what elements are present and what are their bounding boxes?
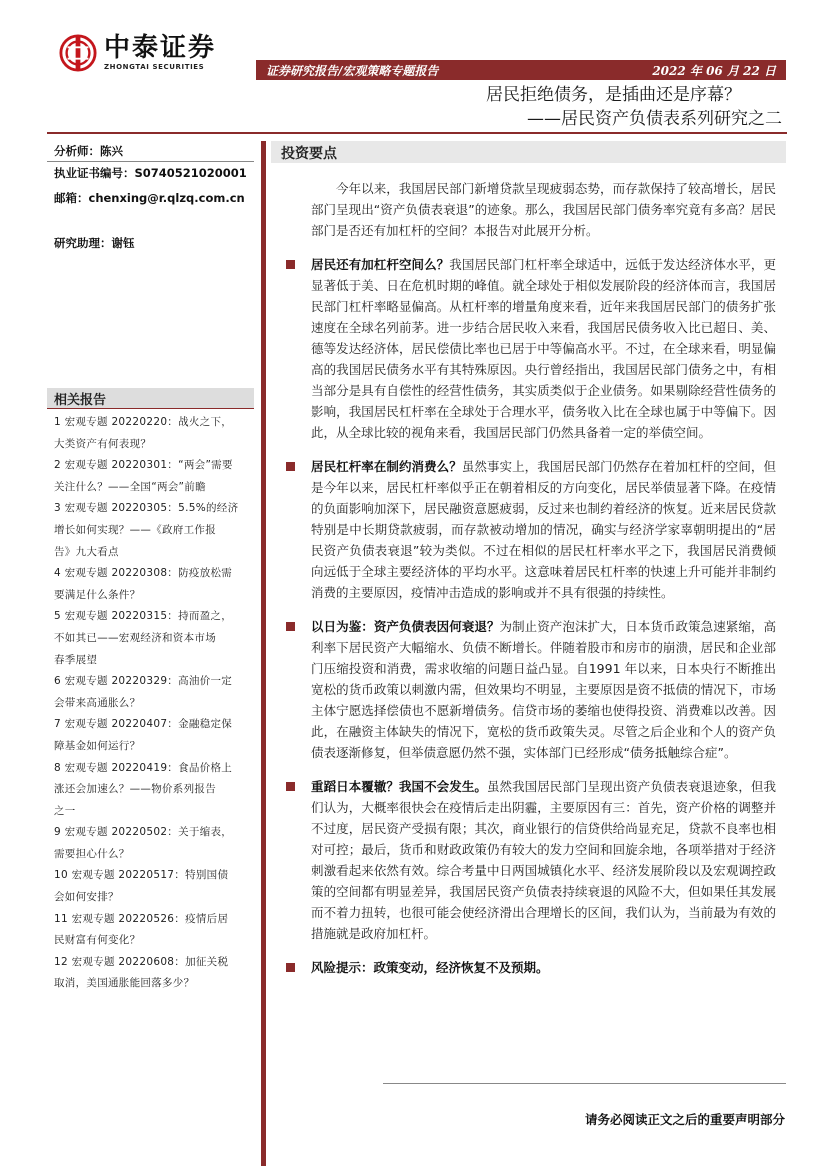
related-report-line[interactable]: 涨还会加速么？——物价系列报告 [54,783,216,796]
bullet-square-icon [286,260,295,269]
section-title: 投资要点 [281,146,337,162]
intro-paragraph: 今年以来，我国居民部门新增贷款呈现疲弱态势，而存款保持了较高增长，居民部门呈现出“资产负债表衰退”的迹象。那么，我国居民部门债务率究竟有多高？居民部门是否还有加杠杆的空间？本报告对此展开分析。 [311,181,776,238]
report-date: 2022 年 06 月 22 日 [652,64,776,78]
related-report-line[interactable]: 3 宏观专题 20220305：5.5%的经济 [54,502,239,515]
related-report-line[interactable]: 不如其已——宏观经济和资本市场 [54,631,216,644]
analyst-name: 分析师：陈兴 [54,144,123,158]
related-report-line[interactable]: 要满足什么条件？ [54,588,141,601]
bullet-square-icon [286,782,295,791]
related-report-line[interactable]: 4 宏观专题 20220308：防疫放松需 [54,567,233,580]
related-report-line[interactable]: 会带来高通胀么？ [54,696,141,709]
section-header [271,141,786,163]
report-title: 居民拒绝债务，是插曲还是序幕？ [486,85,741,105]
analyst-email[interactable]: 邮箱：chenxing@r.qlzq.com.cn [54,191,245,205]
footer-divider [383,1083,786,1084]
header-divider [47,132,787,134]
related-reports-title: 相关报告 [54,393,107,408]
related-report-line[interactable]: 需要担心什么？ [54,847,130,860]
sidebar-divider [47,161,254,162]
related-report-line[interactable]: 2 宏观专题 20220301：“两会”需要 [54,459,233,472]
disclaimer-note: 请务必阅读正文之后的重要声明部分 [584,1112,785,1127]
key-point [311,254,776,443]
key-point-text: 虽然我国居民部门呈现出资产负债表衰退迹象，但我们认为，大概率很快会在疫情后走出阴霾，主要原因有三：首先，资产价格的调整并不过度，居民资产受损有限；其次，商业银行的信贷供给尚显充足，贷款不良率也相对可控；最后，货币和财政政策仍有较大的发力空间和回旋余地，各项举措对于经济刺激看起来依然有效。综合考量中日两国城镇化水平、经济发展阶段以及宏观调控政策的空间都有明显差异，我国居民资产负债表持续衰退的风险不大，但如果任其发展而不着力扭转，也很可能会使经济滑出合理增长的区间，我们认为，当前最为有效的措施就是政府加杠杆。 [311,779,776,941]
key-point [311,616,776,763]
risk-warning-text: 风险提示：政策变动，经济恢复不及预期。 [311,960,549,975]
bullet-square-icon [286,462,295,471]
main-content [284,178,776,978]
company-name-cn: 中泰证券 [104,33,217,63]
related-reports-divider [47,408,254,409]
related-report-line[interactable]: 8 宏观专题 20220419：食品价格上 [54,761,233,774]
key-point-heading: 居民杠杆率在制约消费么？ [311,459,462,474]
related-report-line[interactable]: 10 宏观专题 20220517：特别国债 [54,869,229,882]
related-report-line[interactable]: 春季展望 [54,653,98,666]
related-report-line[interactable]: 1 宏观专题 20220220：战火之下， [54,416,233,428]
key-point-heading: 以日为鉴：资产负债表因何衰退？ [311,619,500,634]
related-report-line[interactable]: 大类资产有何表现？ [54,437,152,450]
report-subtitle: ——居民资产负债表系列研究之二 [527,109,782,129]
key-point-text: 我国居民部门杠杆率全球适中，远低于发达经济体水平，更显著低于美、日在危机时期的峰值。就全球处于相似发展阶段的经济体而言，我国居民部门杠杆率略显偏高。从杠杆率的增量角度来看，近年来我国居民部门的债务扩张速度在全球名列前茅。进一步结合居民收入来看，我国居民债务收入比已超日、美、德等发达经济体，居民偿债比率也已居于中等偏高水平。不过，在全球来看，明显偏高的我国居民债务水平有其特殊原因。央行曾经指出，我国居民部门债务之中，有相当部分是具有自偿性的经营性债务，其实质类似于企业债务。如果剔除经营性债务的影响，我国居民杠杆率在全球处于合理水平，债务收入比在全球也属于中等偏下。因此，从全球比较的视角来看，我国居民部门仍然具备着一定的举债空间。 [311,257,776,440]
zhongtai-logo-icon [59,34,97,72]
bullet-square-icon [286,622,295,631]
key-point [311,456,776,603]
related-report-line[interactable]: 11 宏观专题 20220526：疫情后居 [54,912,229,925]
related-report-line[interactable]: 告》九大看点 [54,545,119,558]
risk-warning [311,957,776,978]
company-logo [59,34,216,72]
related-report-line[interactable]: 12 宏观专题 20220608：加征关税 [54,955,229,968]
key-point-heading: 重蹈日本覆辙？我国不会发生。 [311,779,487,794]
related-report-line[interactable]: 之一 [54,804,76,817]
related-reports-list [54,412,251,995]
related-report-line[interactable]: 会如何安排？ [54,891,119,904]
related-report-line[interactable]: 关注什么？——全国“两会”前瞻 [54,480,206,493]
research-assistant: 研究助理：谢钰 [54,236,135,250]
main-column-rule [261,141,266,1166]
related-report-line[interactable]: 民财富有何变化？ [54,934,141,947]
license-number: 执业证书编号：S0740521020001 [54,166,247,180]
report-banner [256,60,786,80]
related-report-line[interactable]: 障基金如何运行？ [54,739,141,752]
related-report-line[interactable]: 9 宏观专题 20220502：关于缩表， [54,826,233,839]
related-reports-header [47,388,254,408]
report-category: 证券研究报告/宏观策略专题报告 [266,64,439,78]
key-point [311,776,776,944]
key-point-text: 虽然事实上，我国居民部门仍然存在着加杠杆的空间，但是今年以来，居民杠杆率似乎正在朝着相反的方向变化，居民举债显著下降。在疫情的负面影响加深下，居民融资意愿疲弱，反过来也制约着经济的恢复。近来居民贷款特别是中长期贷款疲弱，而存款被动增加的情况，确实与经济学家辜朝明提出的“居民资产负债表衰退”较为类似。不过在相似的居民杠杆率水平之下，我国居民消费倾向远低于全球主要经济体的平均水平。这意味着居民杠杆率的快速上升可能并非制约消费的主要原因，疫情冲击造成的影响或并不具有很强的持续性。 [311,459,776,600]
bullet-square-icon [286,963,295,972]
related-report-line[interactable]: 6 宏观专题 20220329：高油价一定 [54,675,233,688]
related-report-line[interactable]: 7 宏观专题 20220407：金融稳定保 [54,718,233,731]
key-point-heading: 居民还有加杠杆空间么？ [311,257,450,272]
related-report-line[interactable]: 5 宏观专题 20220315：持而盈之， [54,610,233,623]
key-point-text: 为制止资产泡沫扩大，日本货币政策急速紧缩，高利率下居民资产大幅缩水、负债不断增长。伴随着股市和房市的崩溃，居民和企业部门压缩投资和消费，需求收缩的问题日益凸显。自1991 年以来，日本央行不断推出宽松的货币政策以刺激内需，但效果均不明显，主要原因是资不抵债的情况下，市场主体宁愿选择偿债也不愿新增债务。信贷市场的萎缩也使得投资、消费难以改善。因此，在融资主体缺失的情况下，宽松的货币政策失灵。尽管之后企业和个人的资产负债表逐渐修复，但举债意愿仍然不强，实体部门已经形成“债务抵触综合症”。 [311,619,776,760]
company-name-en: ZHONGTAI SECURITIES [104,63,205,71]
related-report-line[interactable]: 取消，美国通胀能回落多少？ [54,977,195,990]
related-report-line[interactable]: 增长如何实现？——《政府工作报 [54,523,216,536]
